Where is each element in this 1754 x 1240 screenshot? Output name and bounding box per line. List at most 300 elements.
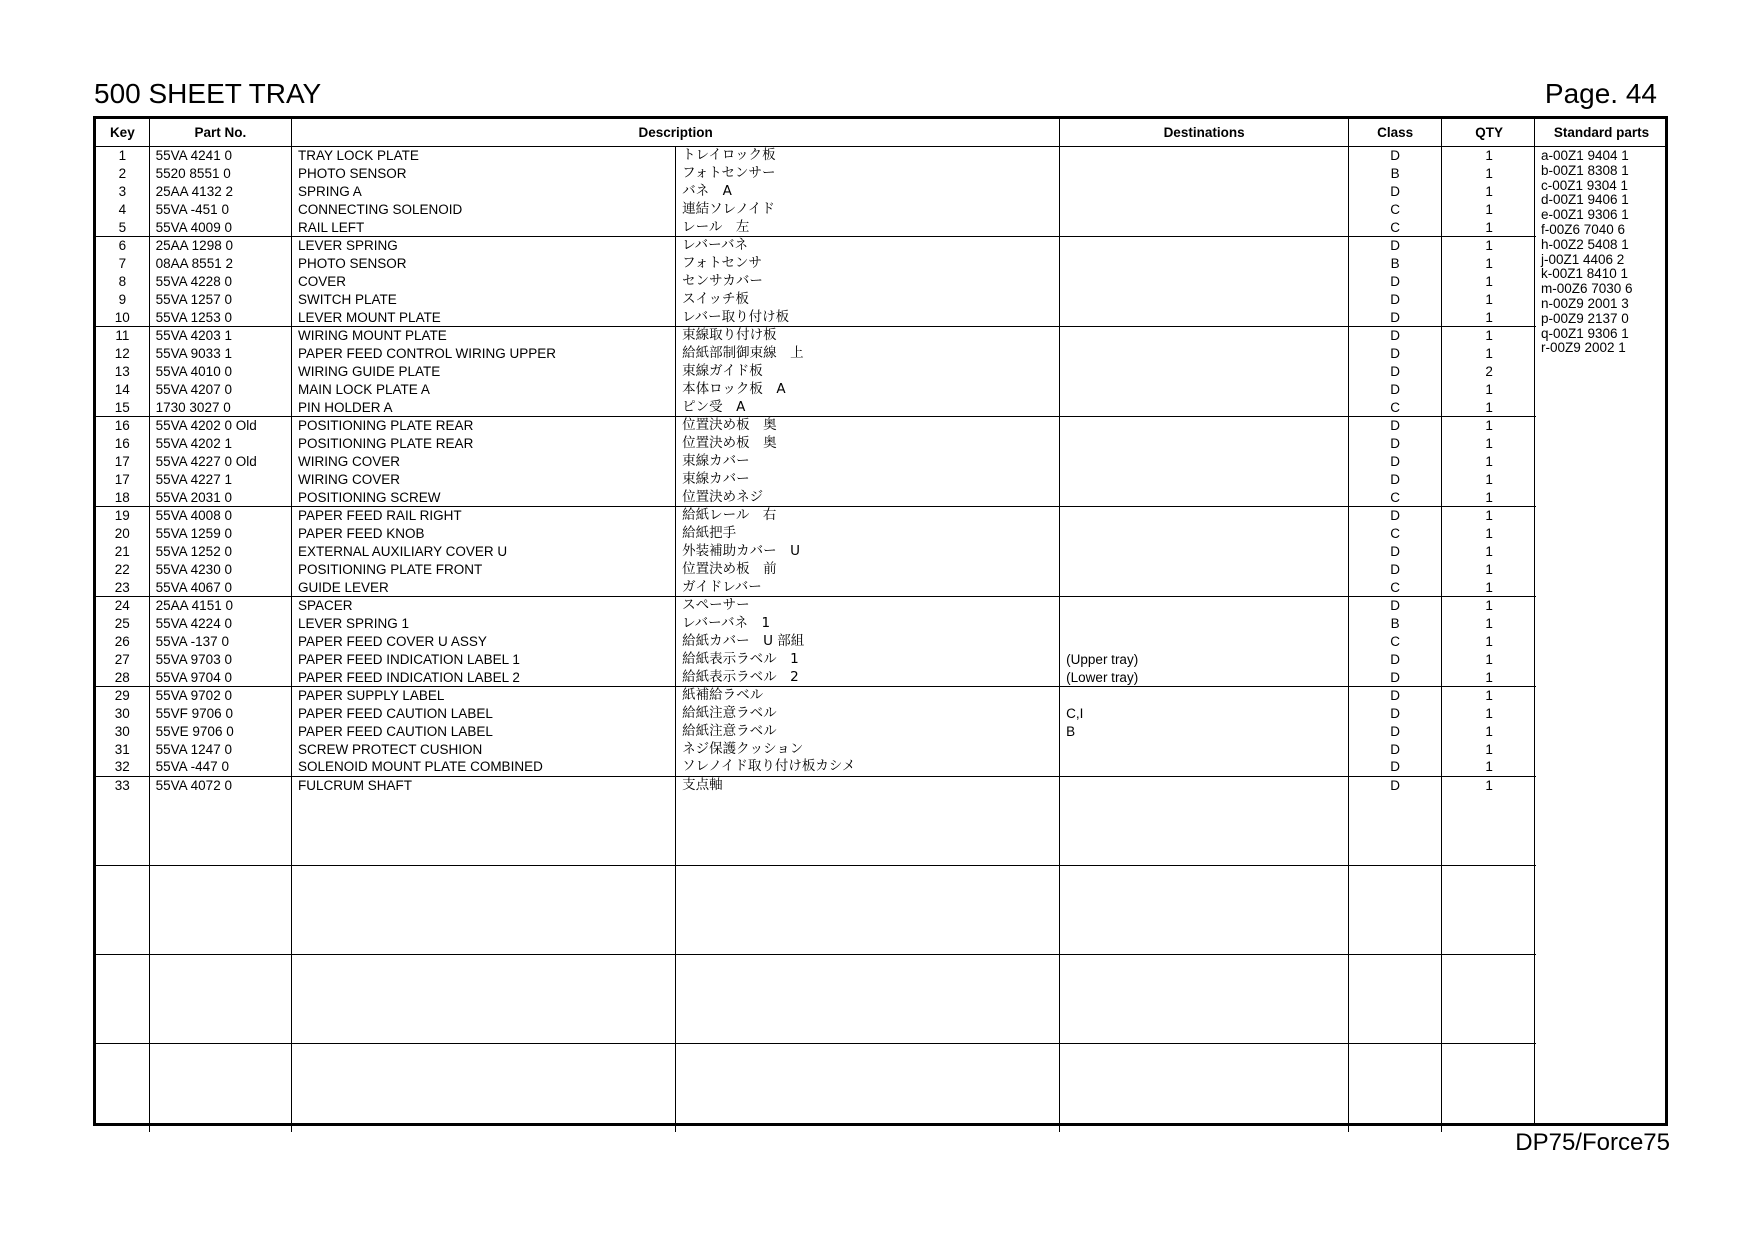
cell-destination	[1060, 380, 1349, 398]
cell-qty: 1	[1442, 308, 1536, 326]
cell-description-jp: トレイロック板	[676, 147, 1060, 165]
table-row	[96, 560, 1536, 578]
cell-part-no: 55VA 1247 0	[149, 740, 291, 758]
cell-qty: 1	[1442, 290, 1536, 308]
cell-class: D	[1348, 758, 1441, 776]
cell-class: B	[1348, 165, 1441, 183]
table-row	[96, 705, 1536, 723]
cell-key: 24	[114, 598, 130, 614]
cell-qty: 1	[1442, 147, 1536, 165]
standard-part-item: q-00Z1 9306 1	[1541, 325, 1629, 341]
cell-destination	[1060, 488, 1349, 506]
empty-table-row	[96, 865, 1536, 954]
cell-description-jp: 給紙注意ラベル	[676, 705, 1060, 723]
cell-destination	[1060, 578, 1349, 596]
table-row	[96, 273, 1536, 291]
cell-class: D	[1348, 650, 1441, 668]
cell-description-en: COVER	[292, 273, 676, 291]
cell-class: D	[1348, 236, 1441, 254]
cell-key: 30	[114, 723, 130, 739]
cell-description-en: WIRING COVER	[292, 453, 676, 471]
cell-description-jp: レバーバネ	[676, 236, 1060, 254]
cell-description-jp: レバー取り付け板	[676, 308, 1060, 326]
cell-description-en: PAPER FEED KNOB	[292, 525, 676, 543]
cell-destination	[1060, 326, 1349, 344]
standard-part-item: p-00Z9 2137 0	[1541, 310, 1629, 326]
standard-part-item: j-00Z1 4406 2	[1541, 251, 1625, 267]
empty-cell	[1348, 1043, 1441, 1132]
cell-description-jp: 位置決め板 奥	[676, 435, 1060, 453]
cell-description-jp: 給紙部制御束線 上	[676, 345, 1060, 363]
cell-description-jp: 位置決め板 前	[676, 560, 1060, 578]
cell-key: 20	[114, 526, 130, 542]
cell-description-jp: 束線ガイド板	[676, 363, 1060, 381]
cell-description-jp: スペーサー	[676, 596, 1060, 614]
empty-cell	[676, 795, 1060, 866]
cell-description-en: PAPER FEED CONTROL WIRING UPPER	[292, 345, 676, 363]
column-header-qty: QTY	[1442, 119, 1536, 147]
table-row	[96, 686, 1536, 704]
table-row	[96, 740, 1536, 758]
empty-cell	[149, 865, 291, 954]
empty-cell	[1442, 1043, 1536, 1132]
cell-destination	[1060, 470, 1349, 488]
column-header-part-no: Part No.	[149, 119, 291, 147]
cell-part-no: 1730 3027 0	[149, 398, 291, 416]
cell-description-jp: バネ A	[676, 183, 1060, 201]
table-row	[96, 596, 1536, 614]
cell-qty: 1	[1442, 218, 1536, 236]
cell-description-jp: レバーバネ 1	[676, 615, 1060, 633]
empty-cell	[96, 865, 149, 954]
cell-qty: 1	[1442, 236, 1536, 254]
table-row	[96, 543, 1536, 561]
parts-list-frame	[93, 116, 1668, 1126]
empty-cell	[676, 954, 1060, 1043]
cell-destination	[1060, 435, 1349, 453]
table-row	[96, 416, 1536, 434]
table-row	[96, 147, 1536, 165]
cell-destination	[1060, 560, 1349, 578]
cell-qty: 1	[1442, 435, 1536, 453]
cell-qty: 1	[1442, 543, 1536, 561]
cell-qty: 1	[1442, 758, 1536, 776]
cell-key: 13	[114, 363, 130, 379]
cell-description-en: CONNECTING SOLENOID	[292, 200, 676, 218]
cell-qty: 1	[1442, 615, 1536, 633]
table-row	[96, 668, 1536, 686]
cell-description-en: PAPER FEED COVER U ASSY	[292, 633, 676, 651]
cell-description-en: POSITIONING PLATE REAR	[292, 435, 676, 453]
cell-part-no: 55VA 4009 0	[149, 218, 291, 236]
cell-key: 16	[114, 436, 130, 452]
standard-part-item: h-00Z2 5408 1	[1541, 236, 1629, 252]
cell-key: 16	[114, 418, 130, 434]
standard-part-item: n-00Z9 2001 3	[1541, 295, 1629, 311]
standard-part-item: e-00Z1 9306 1	[1541, 207, 1629, 223]
cell-part-no: 55VA 4202 0 Old	[149, 416, 291, 434]
cell-class: D	[1348, 380, 1441, 398]
cell-part-no: 55VA 2031 0	[149, 488, 291, 506]
cell-qty: 1	[1442, 560, 1536, 578]
table-row	[96, 398, 1536, 416]
cell-description-jp: 給紙注意ラベル	[676, 723, 1060, 741]
cell-part-no: 55VE 9706 0	[149, 723, 291, 741]
cell-description-en: POSITIONING PLATE REAR	[292, 416, 676, 434]
column-header-class: Class	[1348, 119, 1441, 147]
cell-key: 6	[118, 238, 127, 254]
cell-description-en: WIRING COVER	[292, 470, 676, 488]
cell-description-jp: ガイドレバー	[676, 578, 1060, 596]
cell-qty: 1	[1442, 273, 1536, 291]
cell-qty: 1	[1442, 723, 1536, 741]
cell-class: D	[1348, 326, 1441, 344]
table-row	[96, 326, 1536, 344]
cell-description-en: PAPER FEED INDICATION LABEL 2	[292, 668, 676, 686]
cell-key: 31	[114, 741, 130, 757]
cell-key: 7	[118, 256, 127, 272]
cell-description-en: EXTERNAL AUXILIARY COVER U	[292, 543, 676, 561]
cell-key: 25	[114, 616, 130, 632]
cell-part-no: 55VA 4227 0 Old	[149, 453, 291, 471]
cell-description-en: SOLENOID MOUNT PLATE COMBINED	[292, 758, 676, 776]
cell-qty: 1	[1442, 578, 1536, 596]
column-header-key: Key	[96, 119, 149, 147]
table-row	[96, 255, 1536, 273]
cell-class: D	[1348, 543, 1441, 561]
cell-part-no: 55VA 1257 0	[149, 290, 291, 308]
cell-part-no: 55VA 4202 1	[149, 435, 291, 453]
table-row	[96, 776, 1536, 794]
cell-part-no: 55VA 9704 0	[149, 668, 291, 686]
cell-qty: 1	[1442, 380, 1536, 398]
cell-description-en: PHOTO SENSOR	[292, 165, 676, 183]
cell-class: D	[1348, 506, 1441, 524]
empty-cell	[1060, 954, 1349, 1043]
cell-description-jp: レール 左	[676, 218, 1060, 236]
cell-key: 4	[118, 201, 127, 217]
cell-part-no: 55VA 4072 0	[149, 776, 291, 794]
cell-key: 28	[96, 668, 149, 686]
table-row	[96, 633, 1536, 651]
table-row	[96, 308, 1536, 326]
cell-description-en: PAPER FEED CAUTION LABEL	[292, 723, 676, 741]
cell-key: 14	[114, 381, 130, 397]
empty-cell	[292, 795, 676, 866]
standard-parts-list	[1535, 147, 1668, 356]
cell-destination: (Lower tray)	[1060, 668, 1349, 686]
cell-destination	[1060, 596, 1349, 614]
cell-qty: 1	[1442, 740, 1536, 758]
cell-part-no: 55VA 4230 0	[149, 560, 291, 578]
cell-qty: 1	[1442, 255, 1536, 273]
cell-destination	[1060, 236, 1349, 254]
cell-destination	[1060, 255, 1349, 273]
cell-key: 27	[114, 651, 130, 667]
empty-cell	[1348, 865, 1441, 954]
column-header-standard-parts: Standard parts	[1535, 119, 1668, 147]
cell-description-en: SWITCH PLATE	[292, 290, 676, 308]
empty-table-row	[96, 795, 1536, 866]
cell-class: D	[1348, 470, 1441, 488]
cell-part-no: 55VA 9033 1	[149, 345, 291, 363]
cell-qty: 1	[1442, 470, 1536, 488]
empty-cell	[1060, 1043, 1349, 1132]
cell-description-en: POSITIONING PLATE FRONT	[292, 560, 676, 578]
cell-part-no: 25AA 4151 0	[149, 596, 291, 614]
empty-table-row	[96, 1043, 1536, 1132]
cell-description-en: SCREW PROTECT CUSHION	[292, 740, 676, 758]
cell-part-no: 55VA 4207 0	[149, 380, 291, 398]
cell-description-jp: 給紙表示ラベル 1	[676, 650, 1060, 668]
cell-qty: 1	[1442, 416, 1536, 434]
empty-cell	[96, 1043, 149, 1132]
cell-class: D	[1348, 596, 1441, 614]
cell-qty: 1	[1442, 453, 1536, 471]
table-row	[96, 470, 1536, 488]
table-row	[96, 345, 1536, 363]
standard-part-item: d-00Z1 9406 1	[1541, 192, 1629, 208]
table-row	[96, 165, 1536, 183]
cell-description-en: LEVER SPRING 1	[292, 615, 676, 633]
cell-destination	[1060, 165, 1349, 183]
cell-key: 18	[96, 488, 149, 506]
cell-qty: 1	[1442, 705, 1536, 723]
empty-cell	[676, 1043, 1060, 1132]
cell-destination	[1060, 345, 1349, 363]
cell-destination	[1060, 398, 1349, 416]
table-row	[96, 435, 1536, 453]
cell-description-en: MAIN LOCK PLATE A	[292, 380, 676, 398]
cell-part-no: 55VA 4224 0	[149, 615, 291, 633]
empty-cell	[292, 1043, 676, 1132]
empty-cell	[96, 954, 149, 1043]
table-row	[96, 506, 1536, 524]
table-row	[96, 236, 1536, 254]
empty-cell	[1348, 954, 1441, 1043]
cell-qty: 1	[1442, 596, 1536, 614]
parts-table-body	[96, 147, 1536, 1132]
table-row	[96, 615, 1536, 633]
cell-class: D	[1348, 308, 1441, 326]
cell-qty: 1	[1442, 506, 1536, 524]
standard-part-item: r-00Z9 2002 1	[1541, 340, 1626, 356]
cell-destination	[1060, 200, 1349, 218]
cell-description-en: PAPER FEED INDICATION LABEL 1	[292, 650, 676, 668]
cell-description-jp: 外装補助カバー U	[676, 543, 1060, 561]
cell-destination	[1060, 218, 1349, 236]
cell-qty: 1	[1442, 345, 1536, 363]
cell-destination	[1060, 363, 1349, 381]
cell-qty: 1	[1442, 165, 1536, 183]
column-header-destinations: Destinations	[1060, 119, 1349, 147]
empty-cell	[149, 954, 291, 1043]
cell-class: C	[1348, 633, 1441, 651]
cell-part-no: 55VA 9702 0	[149, 686, 291, 704]
cell-class: D	[1348, 560, 1441, 578]
cell-class: B	[1348, 255, 1441, 273]
cell-key: 17	[114, 471, 130, 487]
cell-description-en: PAPER FEED CAUTION LABEL	[292, 705, 676, 723]
standard-part-item: c-00Z1 9304 1	[1541, 177, 1629, 193]
standard-part-item: a-00Z1 9404 1	[1541, 148, 1629, 163]
cell-description-jp: 紙補給ラベル	[676, 686, 1060, 704]
cell-description-en: PAPER FEED RAIL RIGHT	[292, 506, 676, 524]
cell-class: D	[1348, 183, 1441, 201]
cell-description-en: FULCRUM SHAFT	[292, 776, 676, 794]
cell-qty: 1	[1442, 200, 1536, 218]
cell-class: D	[1348, 416, 1441, 434]
cell-qty: 1	[1442, 776, 1536, 794]
cell-class: D	[1348, 686, 1441, 704]
cell-key: 11	[115, 328, 130, 344]
cell-key: 30	[114, 706, 130, 722]
cell-destination	[1060, 543, 1349, 561]
table-row	[96, 723, 1536, 741]
cell-part-no: 55VA -451 0	[149, 200, 291, 218]
empty-cell	[96, 795, 149, 866]
table-row	[96, 290, 1536, 308]
cell-key: 17	[114, 453, 130, 469]
cell-part-no: 55VA 4203 1	[149, 326, 291, 344]
cell-qty: 1	[1442, 525, 1536, 543]
cell-description-en: WIRING GUIDE PLATE	[292, 363, 676, 381]
cell-part-no: 55VA 1252 0	[149, 543, 291, 561]
cell-part-no: 55VA 4067 0	[149, 578, 291, 596]
cell-description-en: PAPER SUPPLY LABEL	[292, 686, 676, 704]
cell-class: D	[1348, 453, 1441, 471]
cell-part-no: 55VA -137 0	[149, 633, 291, 651]
empty-cell	[1060, 795, 1349, 866]
cell-description-jp: 連結ソレノイド	[676, 200, 1060, 218]
cell-key: 21	[114, 543, 130, 559]
empty-cell	[149, 795, 291, 866]
table-row	[96, 453, 1536, 471]
empty-cell	[1442, 954, 1536, 1043]
standard-part-item: m-00Z6 7030 6	[1541, 281, 1633, 297]
cell-description-jp: 束線カバー	[676, 470, 1060, 488]
empty-cell	[1442, 865, 1536, 954]
cell-class: D	[1348, 345, 1441, 363]
empty-cell	[292, 954, 676, 1043]
cell-destination	[1060, 416, 1349, 434]
cell-class: D	[1348, 705, 1441, 723]
empty-table-row	[96, 954, 1536, 1043]
cell-destination	[1060, 633, 1349, 651]
cell-description-jp: 給紙レール 右	[676, 506, 1060, 524]
cell-destination: B	[1060, 723, 1349, 741]
cell-qty: 1	[1442, 686, 1536, 704]
cell-key: 15	[96, 398, 149, 416]
column-header-description: Description	[292, 119, 1060, 147]
cell-description-jp: 束線取り付け板	[676, 326, 1060, 344]
cell-qty: 1	[1442, 668, 1536, 686]
table-row	[96, 488, 1536, 506]
empty-cell	[1348, 795, 1441, 866]
cell-destination	[1060, 183, 1349, 201]
cell-description-jp: 位置決めネジ	[676, 488, 1060, 506]
table-row	[96, 363, 1536, 381]
cell-class: D	[1348, 740, 1441, 758]
cell-description-jp: フォトセンサ	[676, 255, 1060, 273]
table-row	[96, 650, 1536, 668]
cell-part-no: 55VA 9703 0	[149, 650, 291, 668]
cell-description-jp: 給紙カバー U 部組	[676, 633, 1060, 651]
cell-description-en: SPRING A	[292, 183, 676, 201]
cell-destination	[1060, 506, 1349, 524]
standard-part-item: b-00Z1 8308 1	[1541, 162, 1629, 178]
table-row	[96, 380, 1536, 398]
cell-destination: C,I	[1060, 705, 1349, 723]
cell-destination: (Upper tray)	[1060, 650, 1349, 668]
cell-class: C	[1348, 578, 1441, 596]
cell-part-no: 25AA 4132 2	[149, 183, 291, 201]
cell-part-no: 55VA 1259 0	[149, 525, 291, 543]
cell-class: D	[1348, 290, 1441, 308]
table-row	[96, 578, 1536, 596]
cell-destination	[1060, 740, 1349, 758]
cell-destination	[1060, 273, 1349, 291]
cell-description-en: RAIL LEFT	[292, 218, 676, 236]
cell-description-en: LEVER MOUNT PLATE	[292, 308, 676, 326]
table-row	[96, 218, 1536, 236]
cell-key: 22	[114, 561, 130, 577]
cell-description-en: PIN HOLDER A	[292, 398, 676, 416]
cell-description-en: POSITIONING SCREW	[292, 488, 676, 506]
cell-part-no: 25AA 1298 0	[149, 236, 291, 254]
cell-class: C	[1348, 218, 1441, 236]
cell-qty: 1	[1442, 633, 1536, 651]
cell-class: D	[1348, 273, 1441, 291]
page-title: 500 SHEET TRAY	[94, 78, 322, 109]
cell-qty: 1	[1442, 326, 1536, 344]
cell-description-jp: 給紙把手	[676, 525, 1060, 543]
cell-qty: 2	[1442, 363, 1536, 381]
cell-destination	[1060, 686, 1349, 704]
empty-cell	[676, 865, 1060, 954]
cell-class: D	[1348, 723, 1441, 741]
cell-description-jp: スイッチ板	[676, 290, 1060, 308]
cell-key: 12	[114, 346, 130, 362]
cell-qty: 1	[1442, 183, 1536, 201]
empty-cell	[149, 1043, 291, 1132]
table-row	[96, 200, 1536, 218]
cell-key: 5	[96, 218, 149, 236]
cell-part-no: 55VA -447 0	[149, 758, 291, 776]
cell-destination	[1060, 147, 1349, 165]
cell-description-jp: 本体ロック板 A	[676, 380, 1060, 398]
cell-description-en: LEVER SPRING	[292, 236, 676, 254]
standard-part-item: f-00Z6 7040 6	[1541, 221, 1626, 237]
cell-qty: 1	[1442, 488, 1536, 506]
cell-part-no: 55VA 4008 0	[149, 506, 291, 524]
cell-part-no: 55VA 4010 0	[149, 363, 291, 381]
cell-class: D	[1348, 363, 1441, 381]
cell-part-no: 55VA 4227 1	[149, 470, 291, 488]
cell-key: 1	[118, 148, 127, 164]
cell-description-jp: フォトセンサー	[676, 165, 1060, 183]
cell-destination	[1060, 776, 1349, 794]
cell-key: 19	[114, 508, 130, 524]
table-row	[96, 758, 1536, 776]
cell-part-no: 08AA 8551 2	[149, 255, 291, 273]
cell-class: D	[1348, 435, 1441, 453]
cell-key: 32	[96, 758, 149, 776]
cell-destination	[1060, 290, 1349, 308]
cell-class: C	[1348, 200, 1441, 218]
cell-qty: 1	[1442, 650, 1536, 668]
cell-key: 8	[118, 273, 127, 289]
